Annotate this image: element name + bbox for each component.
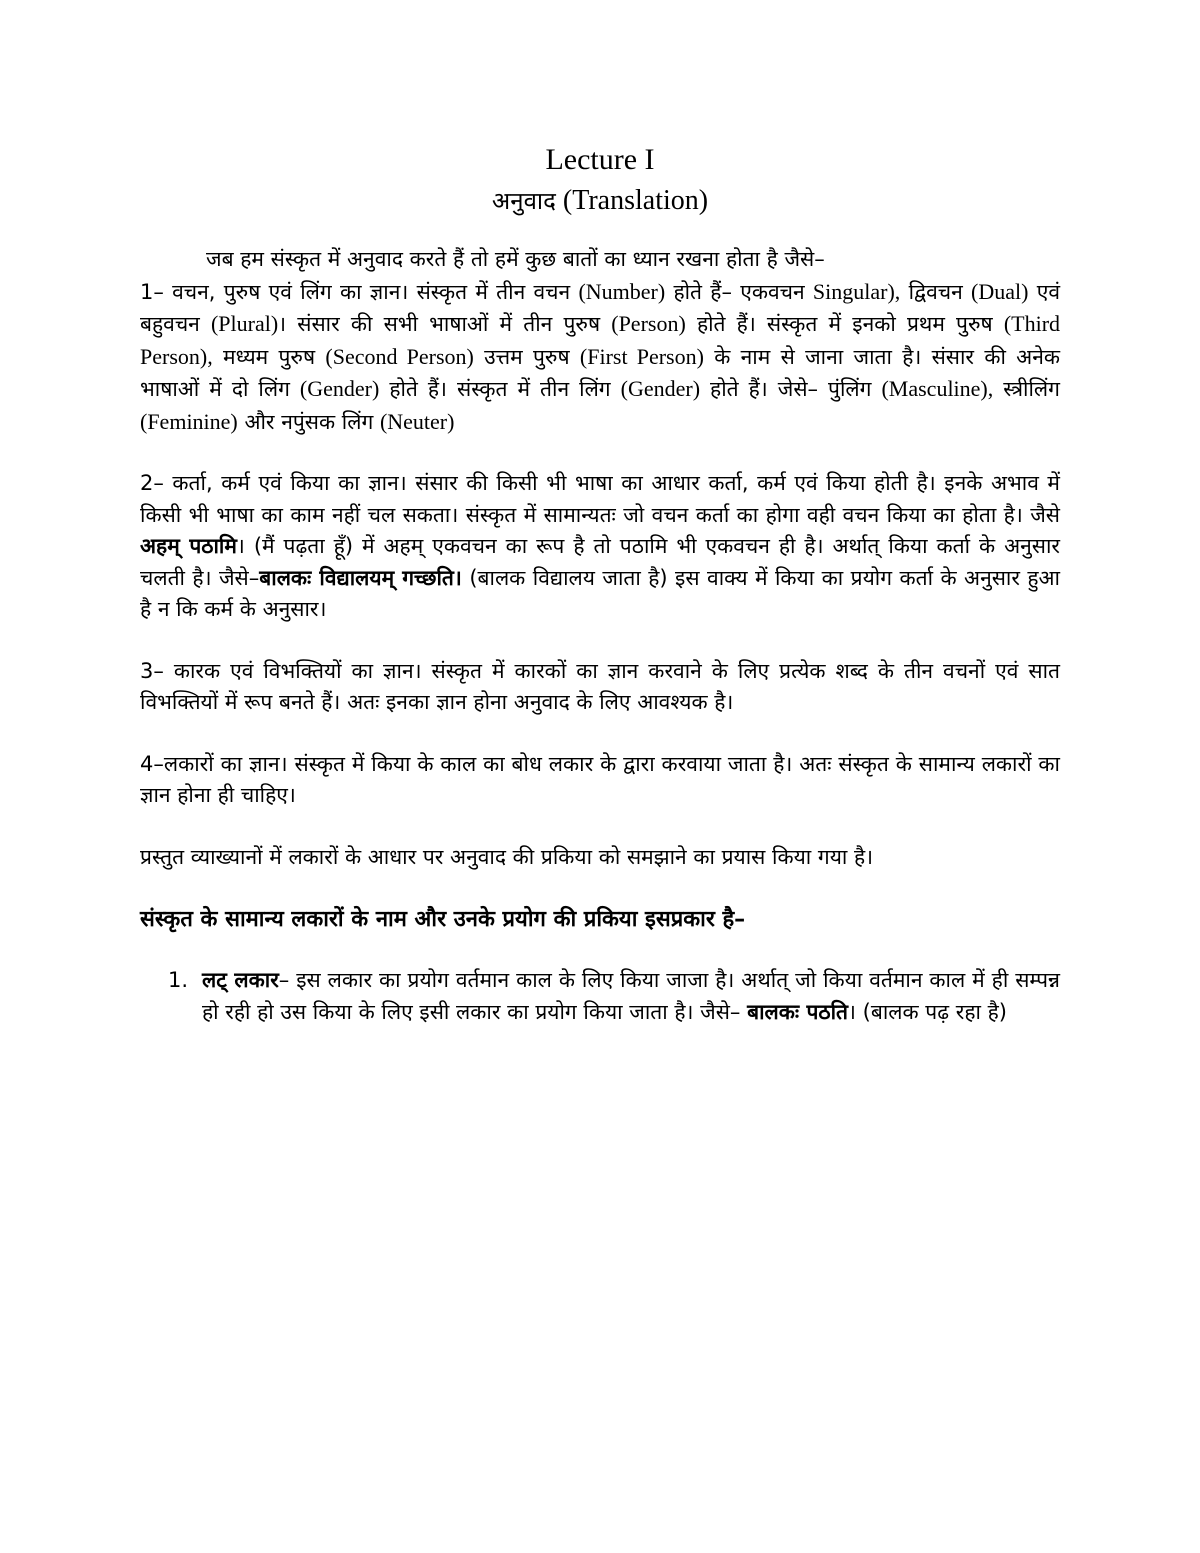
english-term: (Number) bbox=[578, 278, 666, 304]
spacer bbox=[140, 626, 1060, 656]
text-run: द्विवचन bbox=[900, 279, 972, 304]
spacer bbox=[140, 812, 1060, 842]
english-term: (Gender) bbox=[620, 376, 701, 401]
list-item-number: 1. bbox=[168, 968, 189, 992]
text-run: के नाम से जाना जाता है। संसार की अनेक भाषाओं में दो लिंग bbox=[140, 344, 1061, 401]
english-term: (Dual) bbox=[971, 278, 1029, 304]
bold-example: अहम् पठामि bbox=[140, 534, 237, 558]
text-run: (बालक विद्यालय जाता है) इस वाक्य में किया का प्रयोग कर्ता के अनुसार हुआ है न कि कर्म के अनुसार। bbox=[140, 565, 1060, 621]
english-term: (Feminine) bbox=[140, 408, 238, 434]
english-term: Singular), bbox=[812, 278, 901, 304]
text-run: – इस लकार का प्रयोग वर्तमान काल के लिए किया जाजा है। अर्थात् जो किया वर्तमान काल में ही सम्पन्न हो रही हो उस किया के लिए इसी लकार का प्रयोग किया जाता है। जैसे– bbox=[202, 968, 1060, 1024]
page-title: Lecture I bbox=[545, 143, 655, 176]
document-page bbox=[140, 140, 1060, 1028]
text-run: होते हैं– एकवचन bbox=[665, 279, 813, 304]
spacer bbox=[140, 873, 1060, 903]
note-paragraph: प्रस्तुत व्याख्यानों में लकारों के आधार पर अनुवाद की प्रकिया को समझाने का प्रयास किया गया है। bbox=[140, 844, 874, 869]
point-4-paragraph: 4–लकारों का ज्ञान। संस्कृत में किया के काल का बोध लकार के द्वारा करवाया जाता है। अतः संस्कृत के सामान्य लकारों का ज्ञान होना ही चाहिए। bbox=[140, 751, 1060, 807]
english-term: (Third Person), bbox=[140, 311, 1061, 369]
english-term: (Masculine), bbox=[881, 376, 994, 401]
list-item bbox=[140, 965, 1060, 1028]
text-run: । (मैं पढ़ता हूँ) में अहम् एकवचन का रूप है तो पठामि भी एकवचन ही है। अर्थात् किया कर्ता के अनुसार चलती है। जैसे– bbox=[140, 534, 1060, 590]
page-subtitle bbox=[140, 180, 1060, 222]
text-run: 2– कर्ता, कर्म एवं किया का ज्ञान। संसार की किसी भी भाषा का आधार कर्ता, कर्म एवं किया होती है। इनके अभाव में किसी भी भाषा का काम नहीं चल सकता। संस्कृत में सामान्यतः जो वचन कर्ता का होगा वही वचन किया का होता है। जैसे bbox=[140, 471, 1060, 527]
english-term: (First Person) bbox=[579, 343, 704, 369]
english-term: (Neuter) bbox=[379, 408, 455, 434]
point-1-paragraph bbox=[140, 276, 1060, 439]
intro-paragraph: जब हम संस्कृत में अनुवाद करते हैं तो हमें कुछ बातों का ध्यान रखना होता है जैसे– bbox=[206, 247, 825, 271]
english-term: (Second Person) bbox=[325, 343, 474, 369]
text-run: होते हैं। संस्कृत में तीन लिंग bbox=[379, 377, 621, 401]
text-run: मध्यम पुरुष bbox=[212, 344, 326, 369]
text-run: उत्तम पुरुष bbox=[473, 344, 580, 369]
spacer bbox=[140, 719, 1060, 749]
section-heading: संस्कृत के सामान्य लकारों के नाम और उनके प्रयोग की प्रकिया इसप्रकार है– bbox=[140, 907, 746, 932]
english-term: (Plural) bbox=[210, 311, 279, 336]
bold-term: लट् लकार bbox=[202, 968, 279, 992]
lakar-list bbox=[140, 965, 1060, 1028]
text-run: स्त्रीलिंग bbox=[993, 377, 1060, 401]
text-run: और नपुंसक लिंग bbox=[237, 409, 380, 434]
point-3-paragraph: 3– कारक एवं विभक्तियों का ज्ञान। संस्कृत में कारकों का ज्ञान करवाने के लिए प्रत्येक शब्द के तीन वचनों एवं सात विभक्तियों में रूप बनते हैं। अतः इनका ज्ञान होना अनुवाद के लिए आवश्यक है। bbox=[140, 658, 1060, 714]
text-run: । संसार की सभी भाषाओं में तीन पुरुष bbox=[278, 312, 612, 336]
subtitle-hindi: अनुवाद bbox=[491, 187, 556, 215]
text-run: 1– वचन, पुरुष एवं लिंग का ज्ञान। संस्कृत में तीन वचन bbox=[140, 279, 579, 304]
text-run: एवं बहुवचन bbox=[140, 279, 1061, 336]
bold-example: बालकः विद्यालयम् गच्छति। bbox=[259, 565, 462, 590]
text-run: होते हैं। जेसे– पुंलिंग bbox=[700, 377, 882, 401]
english-term: (Person) bbox=[611, 311, 686, 336]
subtitle-english: (Translation) bbox=[562, 185, 709, 216]
text-run: होते हैं। संस्कृत में इनको प्रथम पुरुष bbox=[685, 312, 1004, 336]
english-term: (Gender) bbox=[299, 376, 380, 401]
text-run: । (बालक पढ़ रहा है) bbox=[848, 999, 1007, 1024]
spacer bbox=[140, 438, 1060, 468]
point-2-paragraph bbox=[140, 468, 1060, 626]
bold-example: बालकः पठति bbox=[747, 999, 848, 1024]
